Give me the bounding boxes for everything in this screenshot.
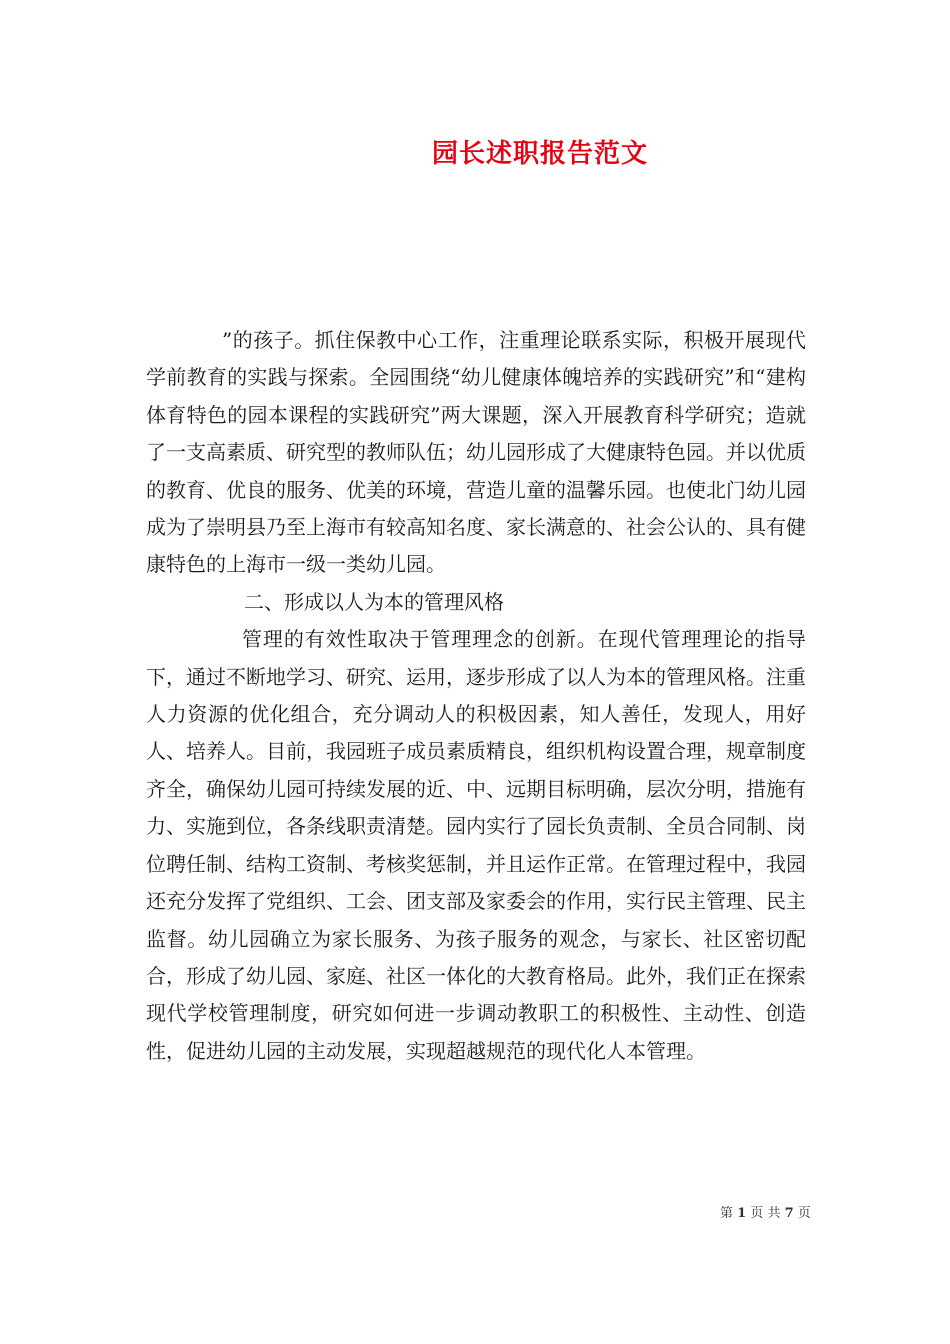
paragraph-management: 管理的有效性取决于管理理念的创新。在现代管理理论的指导下，通过不断地学习、研究、运用，逐步形成了以人为本的管理风格。注重人力资源的优化组合，充分调动人的积极因素，知人善任，发现人，用好人、培养人。目前，我园班子成员素质精良，组织机构设置合理，规章制度齐全，确保幼儿园可持续发展的近、中、远期目标明确，层次分明，措施有力、实施到位，各条线职责清楚。园内实行了园长负责制、全员合同制、岗位聘任制、结构工资制、考核奖惩制，并且运作正常。在管理过程中，我园还充分发挥了党组织、工会、团支部及家委会的作用，实行民主管理、民主监督。幼儿园确立为家长服务、为孩子服务的观念，与家长、社区密切配合，形成了幼儿园、家庭、社区一体化的大教育格局。此外，我们正在探索现代学校管理制度，研究如何进一步调动教职工的积极性、主动性、创造性，促进幼儿园的主动发展，实现超越规范的现代化人本管理。 [146, 627, 806, 1063]
section-heading: 二、形成以人为本的管理风格 [244, 589, 504, 614]
footer-current-page: 1 [737, 1206, 747, 1221]
page-number-footer [720, 1202, 840, 1221]
footer-prefix: 第 [720, 1206, 734, 1221]
footer-total-pages: 7 [784, 1206, 794, 1221]
document-title: 园长述职报告范文 [431, 139, 648, 169]
paragraph-intro: ”的孩子。抓住保教中心工作，注重理论联系实际，积极开展现代学前教育的实践与探索。全园围绕“幼儿健康体魄培养的实践研究”和“建构体育特色的园本课程的实践研究”两大课题，深入开展教育科学研究；造就了一支高素质、研究型的教师队伍；幼儿园形成了大健康特色园。并以优质的教育、优良的服务、优美的环境，营造儿童的温馨乐园。也使北门幼儿园成为了崇明县乃至上海市有较高知名度、家长满意的、社会公认的、具有健康特色的上海市一级一类幼儿园。 [146, 328, 806, 577]
footer-middle: 页 共 [750, 1206, 781, 1221]
document-body [146, 322, 806, 1070]
footer-suffix: 页 [797, 1206, 811, 1221]
